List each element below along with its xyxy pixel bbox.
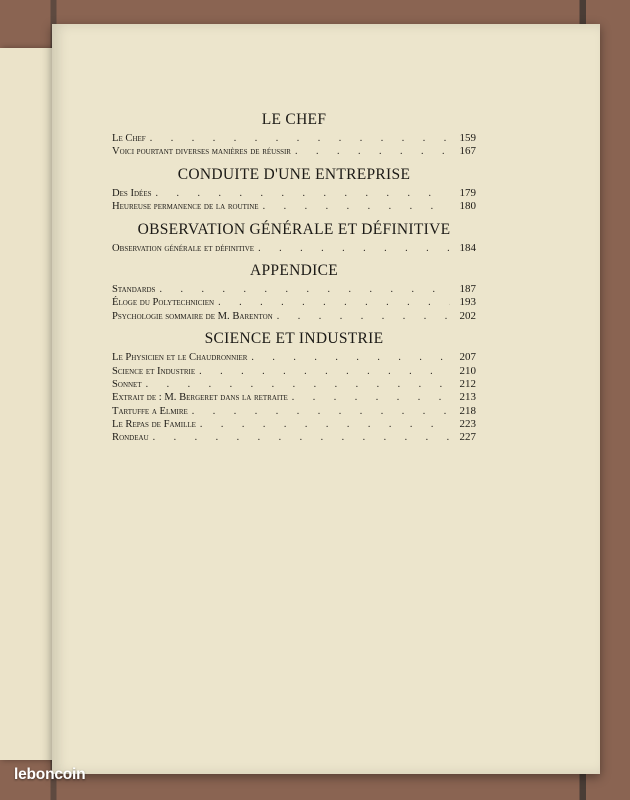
toc-entry <box>112 431 476 444</box>
toc-section <box>112 110 476 159</box>
dot-leader <box>292 391 450 404</box>
entry-page: 179 <box>459 186 476 199</box>
toc-entry <box>112 145 476 158</box>
entry-title: Éloge du Polytechnicien <box>112 297 215 309</box>
toc-entry <box>112 418 476 431</box>
toc-entry <box>112 242 476 255</box>
dot-leader <box>258 242 450 255</box>
entry-page: 223 <box>459 418 476 431</box>
entry-title: Tartuffe a Elmire <box>112 405 188 417</box>
toc-entry <box>112 283 476 296</box>
table-of-contents <box>112 110 476 445</box>
toc-section <box>112 329 476 445</box>
entry-page: 212 <box>459 377 476 390</box>
dot-leader <box>251 351 450 364</box>
dot-leader <box>159 283 450 296</box>
entry-title: Le Physicien et le Chaudronnier <box>112 352 248 364</box>
entry-title: Standards <box>112 283 156 295</box>
section-heading: LE CHEF <box>261 111 327 128</box>
entry-title: Extrait de : M. Bergeret dans la retraite <box>112 392 288 404</box>
dot-leader <box>218 296 450 309</box>
dot-leader <box>295 145 450 158</box>
dot-leader <box>156 187 451 200</box>
toc-entry <box>112 200 476 213</box>
dot-leader <box>277 310 450 323</box>
dot-leader <box>199 365 450 378</box>
dot-leader <box>200 418 450 431</box>
toc-entry <box>112 365 476 378</box>
section-heading: APPENDICE <box>250 261 338 279</box>
entry-title: Psychologie sommaire de M. Barenton <box>112 310 273 322</box>
entry-title: Le Repas de Famille <box>112 419 196 431</box>
entry-page: 207 <box>459 351 476 364</box>
toc-entry <box>112 378 476 391</box>
entry-page: 218 <box>459 404 476 417</box>
entry-title: Observation générale et définitive <box>112 242 255 254</box>
dot-leader <box>153 431 450 444</box>
toc-entry <box>112 391 476 404</box>
entry-page: 193 <box>459 296 476 309</box>
entry-page: 180 <box>459 200 476 213</box>
toc-section <box>112 220 476 255</box>
dot-leader <box>192 405 450 418</box>
entry-page: 227 <box>459 431 476 444</box>
entry-page: 187 <box>459 282 476 295</box>
entry-page: 184 <box>459 241 476 254</box>
section-heading: OBSERVATION GÉNÉRALE ET DÉFINITIVE <box>137 220 451 238</box>
entry-page: 210 <box>459 364 476 377</box>
toc-entry <box>112 187 476 200</box>
dot-leader <box>150 132 450 145</box>
leboncoin-watermark: leboncoin <box>14 766 86 783</box>
toc-entry <box>112 310 476 323</box>
entry-page: 202 <box>459 309 476 322</box>
toc-entry <box>112 132 476 145</box>
section-heading: SCIENCE ET INDUSTRIE <box>204 330 384 348</box>
entry-title: Des Idées <box>112 187 152 199</box>
entry-title: Voici pourtant diverses manières de réussir <box>112 146 291 158</box>
entry-title: Science et Industrie <box>112 365 196 377</box>
toc-section <box>112 261 476 323</box>
toc-section <box>112 165 476 214</box>
toc-entry <box>112 351 476 364</box>
toc-entry <box>112 296 476 309</box>
dot-leader <box>146 378 450 391</box>
entry-page: 159 <box>459 132 476 144</box>
entry-title: Le Chef <box>112 133 146 144</box>
book-page <box>52 24 600 774</box>
entry-page: 167 <box>459 145 476 158</box>
entry-title: Rondeau <box>112 432 149 444</box>
dot-leader <box>263 200 450 213</box>
entry-title: Sonnet <box>112 378 142 390</box>
entry-page: 213 <box>459 391 476 404</box>
section-heading: CONDUITE D'UNE ENTREPRISE <box>177 165 411 183</box>
entry-title: Heureuse permanence de la routine <box>112 201 259 213</box>
toc-entry <box>112 405 476 418</box>
